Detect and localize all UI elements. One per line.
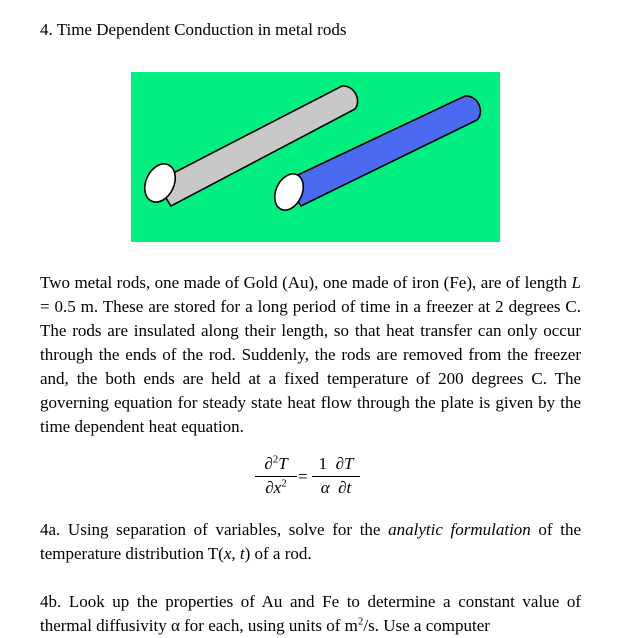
question-4b bbox=[40, 590, 581, 638]
problem-line-2a: length bbox=[524, 273, 572, 292]
rhs-coef-num: 1 bbox=[318, 454, 328, 473]
q4a-variables: x, t bbox=[223, 544, 245, 563]
problem-line-3: at 2 degrees C. The rods are insulated along their length, so that heat bbox=[40, 297, 581, 340]
q4a-text-b: of the temperature distribution T( bbox=[40, 520, 581, 563]
lhs-denominator: ∂x bbox=[265, 478, 282, 497]
q4b-exponent: 2 bbox=[357, 615, 364, 628]
problem-statement bbox=[40, 271, 581, 439]
heat-equation bbox=[249, 454, 379, 506]
q4b-text-c: /s. Use a computer bbox=[363, 616, 490, 635]
problem-line-5: are removed from the freezer and, the both ends are held at a fixed bbox=[40, 345, 581, 388]
rhs-fraction bbox=[312, 454, 360, 498]
q4a-text-a: 4a. Using separation of variables, solve for the bbox=[40, 520, 389, 539]
alpha-symbol: α bbox=[320, 478, 330, 497]
lhs-fraction bbox=[255, 454, 297, 498]
problem-line-7: heat flow through the plate is given by the time dependent heat equation. bbox=[40, 393, 582, 436]
rods-illustration bbox=[131, 72, 500, 242]
lhs-num-var: T bbox=[278, 454, 288, 473]
problem-line-1: Two metal rods, one made of Gold (Au), one made of iron (Fe), are of bbox=[40, 273, 521, 292]
rhs-denominator: ∂t bbox=[338, 478, 352, 497]
q4b-text-b: for each, using units of m bbox=[179, 616, 358, 635]
q4b-text-a: 4b. Look up the properties of Au and Fe to determine a constant value of thermal diffusivity bbox=[40, 592, 581, 635]
lhs-den-exponent: 2 bbox=[281, 477, 287, 490]
q4b-alpha: α bbox=[170, 616, 180, 635]
problem-line-6: temperature of 200 degrees C. The governing equation for steady state bbox=[40, 369, 582, 412]
section-title: 4. Time Dependent Conduction in metal rods bbox=[40, 20, 347, 39]
problem-line-2b: = 0.5 m. These are stored for a long period of time in a freezer bbox=[40, 297, 474, 316]
q4a-text-c: ) of a rod. bbox=[244, 544, 312, 563]
problem-line-4: transfer can only occur through the ends of the rod. Suddenly, the rods bbox=[40, 321, 582, 364]
lhs-fraction-bar bbox=[255, 476, 297, 477]
rhs-fraction-bar bbox=[312, 476, 360, 477]
rhs-numerator: ∂T bbox=[335, 454, 354, 473]
equals-sign: = bbox=[298, 467, 308, 486]
partial-symbol: ∂ bbox=[264, 454, 273, 473]
question-4a bbox=[40, 518, 581, 566]
q4a-emphasis: analytic formulation bbox=[388, 520, 531, 539]
rods-drawing bbox=[131, 72, 500, 242]
length-variable: L bbox=[571, 273, 581, 292]
lhs-num-exponent: 2 bbox=[272, 453, 279, 466]
